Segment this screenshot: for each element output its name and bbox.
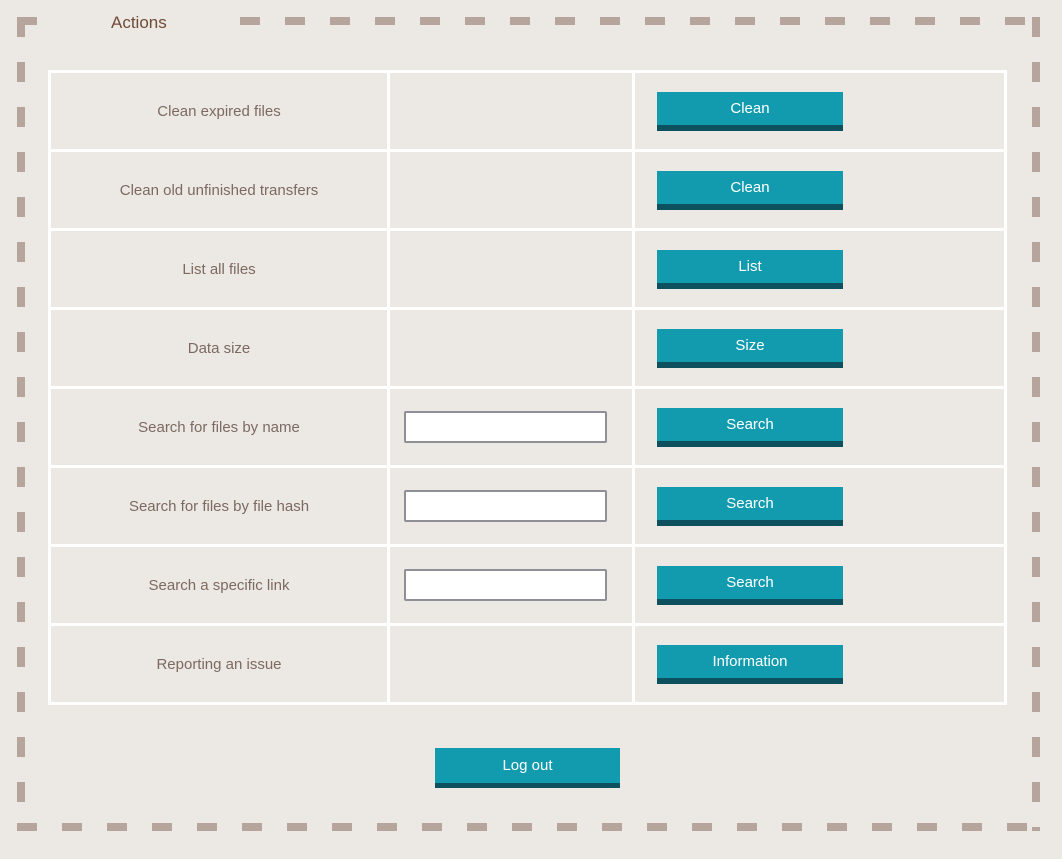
row-label-search-by-name: Search for files by name: [51, 389, 387, 465]
row-cell-empty: [390, 310, 632, 386]
logout-button[interactable]: Log out: [435, 748, 620, 788]
row-cell-action: [635, 626, 1004, 702]
row-label-data-size: Data size: [51, 310, 387, 386]
search-specific-link-button[interactable]: Search: [657, 566, 843, 605]
search-by-name-button[interactable]: Search: [657, 408, 843, 447]
row-label-reporting-issue: Reporting an issue: [51, 626, 387, 702]
row-cell-input: [390, 389, 632, 465]
row-cell-action: [635, 152, 1004, 228]
row-cell-action: [635, 547, 1004, 623]
row-label-clean-old-transfers: Clean old unfinished transfers: [51, 152, 387, 228]
search-by-hash-button[interactable]: Search: [657, 487, 843, 526]
dashed-border-top: [240, 17, 1040, 25]
list-all-files-button[interactable]: List: [657, 250, 843, 289]
dashed-border-bottom: [17, 823, 1040, 831]
row-cell-action: [635, 310, 1004, 386]
dashed-border-left: [17, 17, 25, 823]
clean-old-transfers-button[interactable]: Clean: [657, 171, 843, 210]
row-cell-input: [390, 547, 632, 623]
row-cell-empty: [390, 152, 632, 228]
row-label-clean-expired-files: Clean expired files: [51, 73, 387, 149]
page-title: Actions: [111, 13, 167, 32]
row-cell-action: [635, 231, 1004, 307]
row-label-search-specific-link: Search a specific link: [51, 547, 387, 623]
row-cell-empty: [390, 231, 632, 307]
row-cell-empty: [390, 73, 632, 149]
clean-expired-files-button[interactable]: Clean: [657, 92, 843, 131]
actions-table: [48, 70, 1007, 705]
dashed-border-right: [1032, 17, 1040, 831]
row-cell-action: [635, 389, 1004, 465]
search-by-name-input[interactable]: [404, 411, 607, 443]
logout-area: [48, 748, 1007, 788]
row-label-list-all-files: List all files: [51, 231, 387, 307]
row-cell-action: [635, 468, 1004, 544]
row-label-search-by-hash: Search for files by file hash: [51, 468, 387, 544]
row-cell-action: [635, 73, 1004, 149]
row-cell-empty: [390, 626, 632, 702]
search-by-hash-input[interactable]: [404, 490, 607, 522]
reporting-issue-information-button[interactable]: Information: [657, 645, 843, 684]
data-size-button[interactable]: Size: [657, 329, 843, 368]
row-cell-input: [390, 468, 632, 544]
search-specific-link-input[interactable]: [404, 569, 607, 601]
